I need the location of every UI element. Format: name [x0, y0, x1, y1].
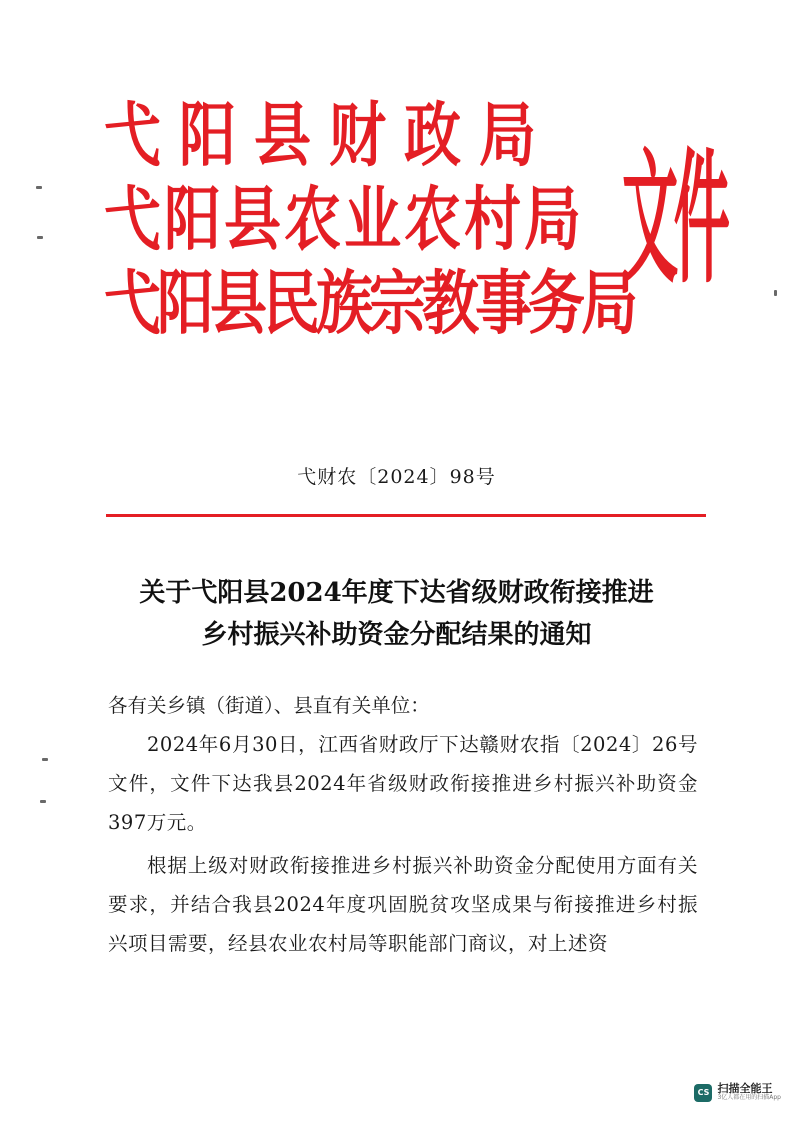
watermark-name: 扫描全能王	[717, 1082, 773, 1096]
issuer-name: 弋阳县民族宗教事务局	[104, 262, 634, 345]
scan-mark	[42, 758, 48, 761]
title-line: 乡村振兴补助资金分配结果的通知	[201, 620, 592, 650]
scan-mark	[40, 800, 46, 803]
body-paragraph: 2024年6月30日，江西省财政厅下达赣财农指〔2024〕26号文件，文件下达我县2024年省级财政衔接推进乡村振兴补助资金397万元。	[108, 733, 698, 834]
watermark-tagline: 3亿人都在用的扫描App	[717, 1094, 781, 1102]
body-paragraph: 根据上级对财政衔接推进乡村振兴补助资金分配使用方面有关要求，并结合我县2024年度巩固脱贫攻坚成果与衔接推进乡村振兴项目需要，经县农业农村局等职能部门商议，对上述资	[108, 854, 698, 955]
salutation: 各有关乡镇（街道）、县直有关单位：	[108, 694, 430, 717]
doc-type-label: 文件	[622, 136, 726, 304]
issuer-block	[104, 94, 634, 350]
scan-mark	[774, 290, 777, 296]
issuer-name: 弋阳县农业农村局	[104, 178, 584, 261]
document-number: 弋财农〔2024〕98号	[297, 466, 496, 488]
scan-mark	[36, 186, 42, 189]
issuer-name: 弋阳县财政局	[104, 94, 554, 177]
title-line: 关于弋阳县2024年度下达省级财政衔接推进	[139, 578, 654, 608]
camscanner-logo-icon: CS	[694, 1084, 712, 1102]
scan-mark	[37, 236, 43, 239]
scanner-watermark	[694, 1083, 781, 1102]
document-title	[0, 572, 793, 656]
watermark-text	[717, 1083, 781, 1102]
document-body	[108, 686, 698, 963]
red-separator-line	[106, 514, 706, 517]
